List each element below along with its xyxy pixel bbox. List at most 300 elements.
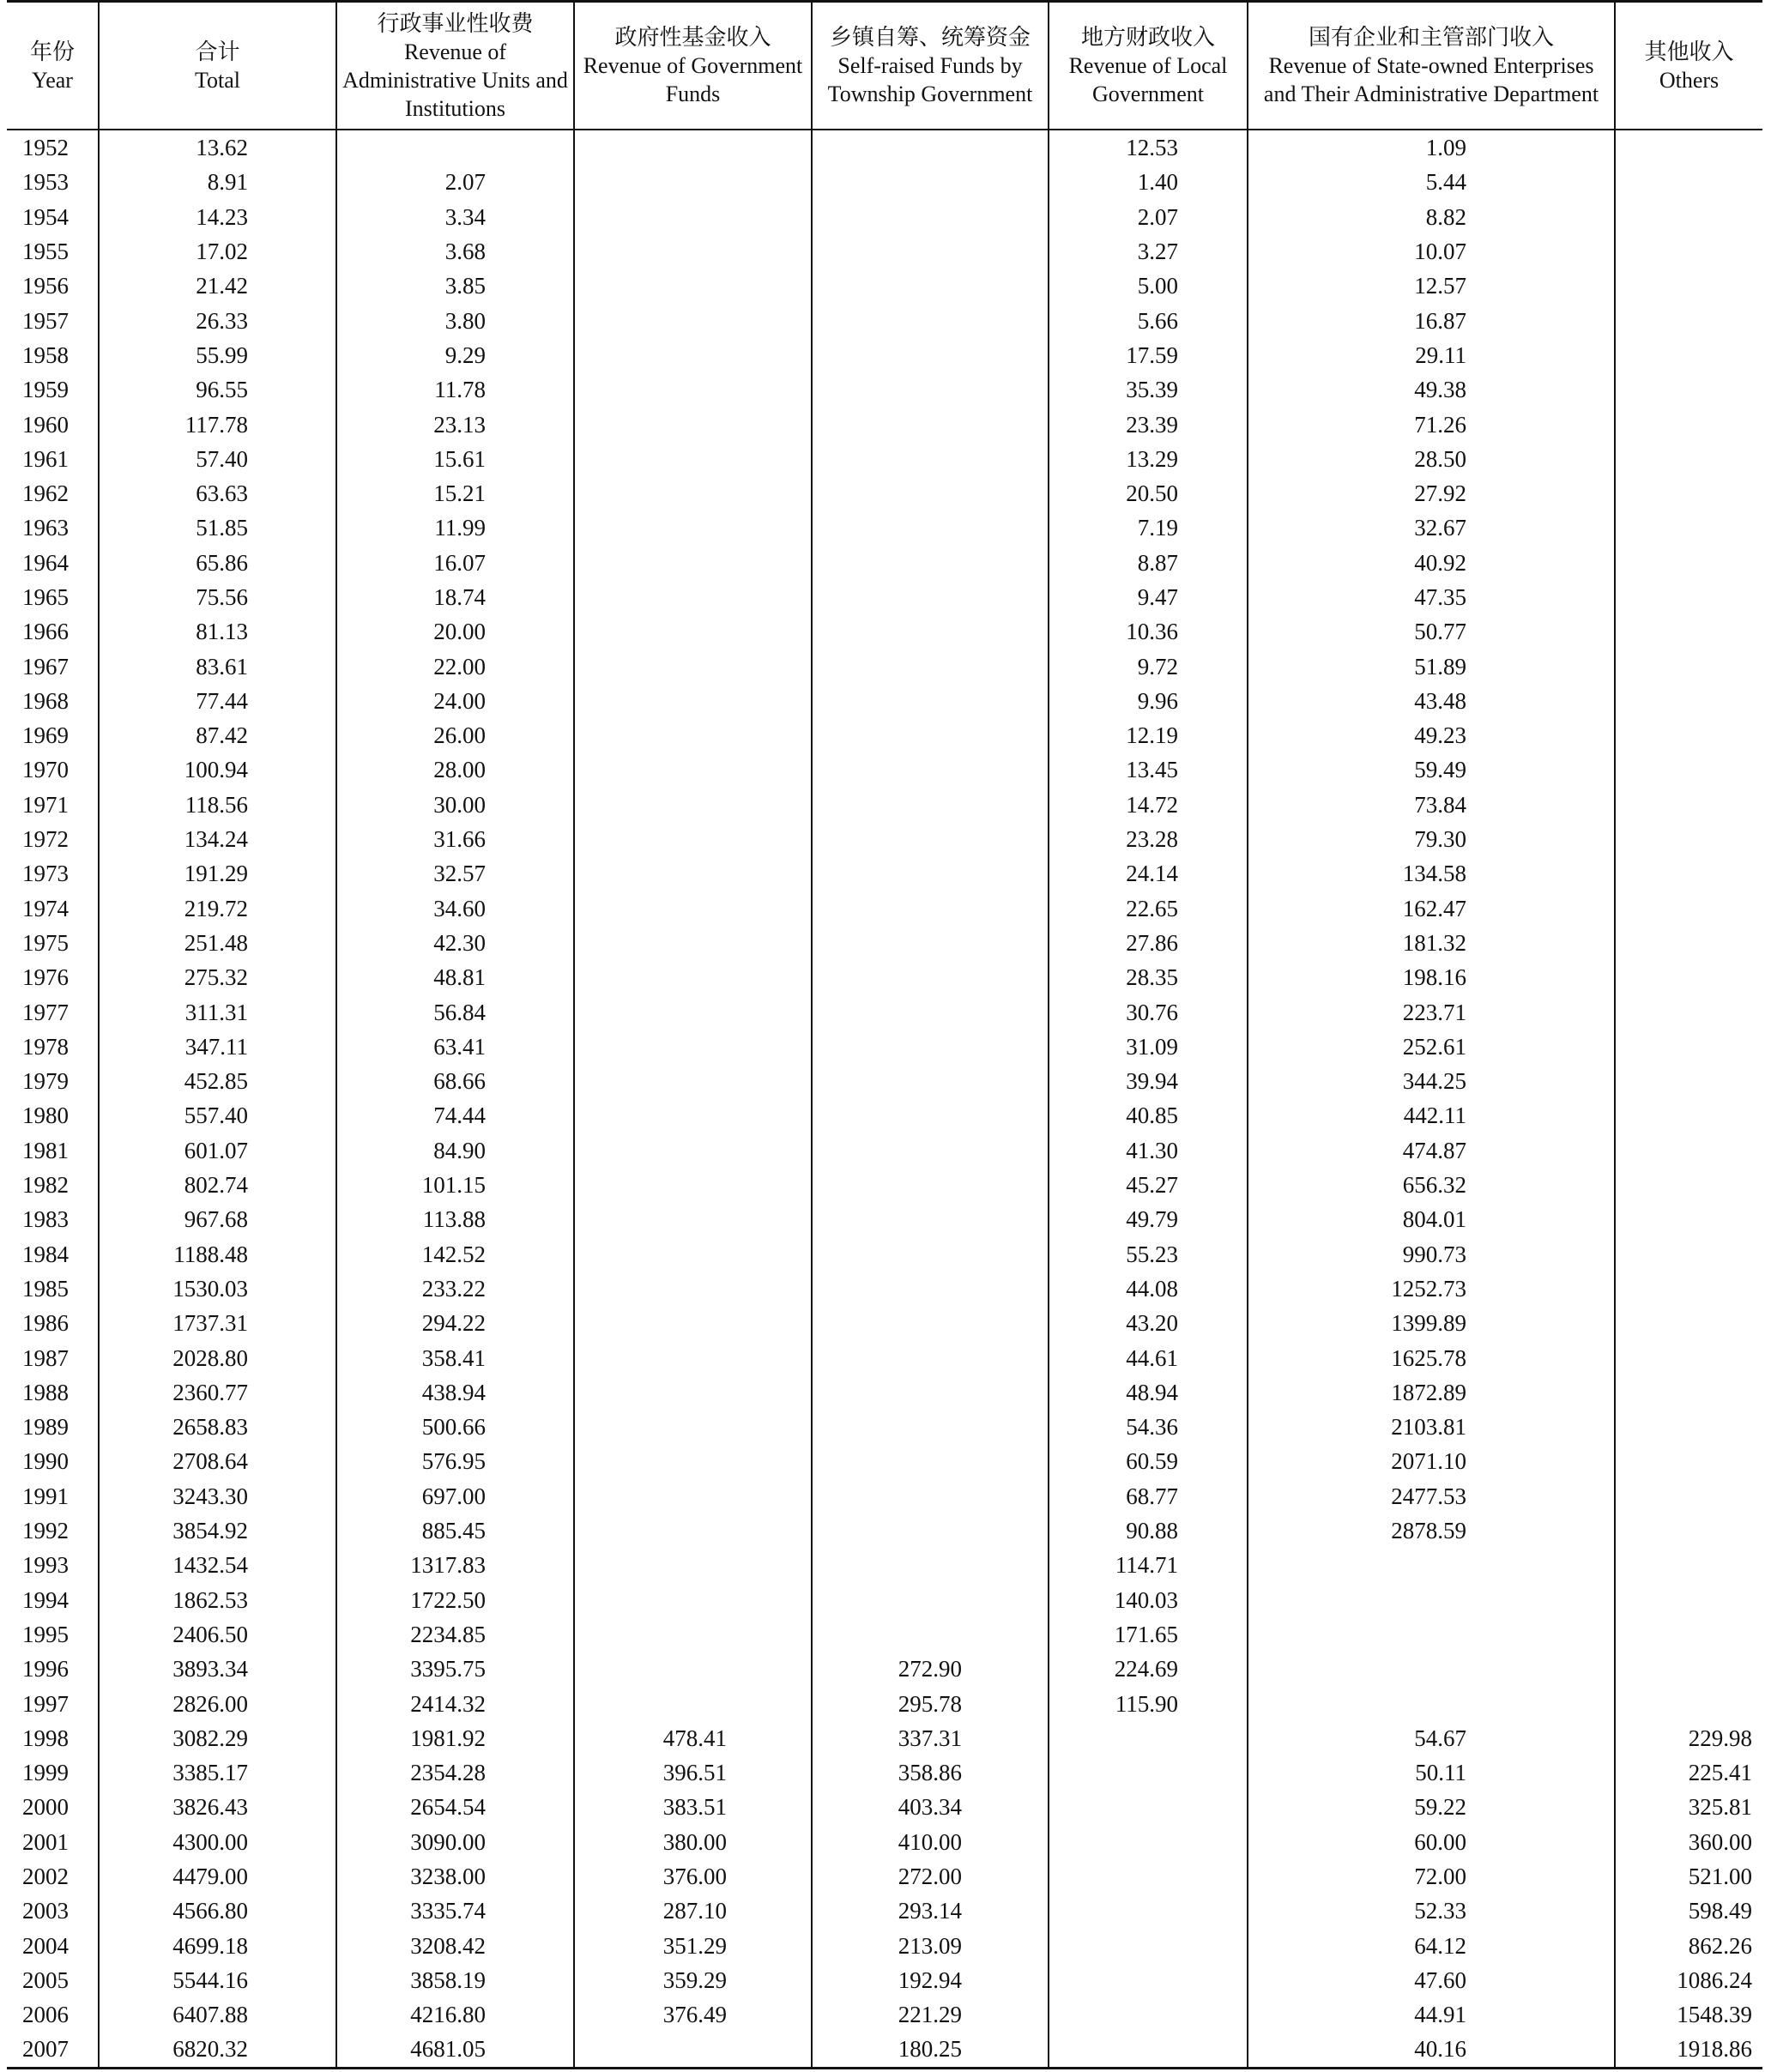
cell-state-owned-enterprises: 1.09 [1248, 130, 1615, 165]
cell-total: 6820.32 [99, 2032, 336, 2068]
cell-government-funds [574, 1272, 812, 1306]
cell-total: 1737.31 [99, 1306, 336, 1340]
cell-administrative-fees: 142.52 [336, 1237, 574, 1272]
cell-township-funds [812, 788, 1049, 822]
table-row [7, 926, 1762, 960]
table-row [7, 1859, 1762, 1894]
cell-others [1615, 1479, 1762, 1513]
cell-local-government: 10.36 [1049, 614, 1248, 649]
cell-others: 1548.39 [1615, 1997, 1762, 2032]
cell-township-funds [812, 1479, 1049, 1513]
cell-state-owned-enterprises: 12.57 [1248, 269, 1615, 303]
cell-others [1615, 269, 1762, 303]
cell-township-funds [812, 165, 1049, 199]
cell-government-funds [574, 303, 812, 337]
cell-government-funds: 359.29 [574, 1963, 812, 1997]
cell-township-funds [812, 891, 1049, 926]
cell-others: 229.98 [1615, 1721, 1762, 1755]
cell-state-owned-enterprises: 32.67 [1248, 510, 1615, 545]
cell-state-owned-enterprises: 656.32 [1248, 1168, 1615, 1202]
cell-state-owned-enterprises: 223.71 [1248, 994, 1615, 1029]
cell-local-government [1049, 1825, 1248, 1859]
cell-total: 8.91 [99, 165, 336, 199]
table-row [7, 856, 1762, 891]
cell-government-funds [574, 994, 812, 1029]
cell-year: 1972 [22, 826, 69, 853]
cell-total: 311.31 [99, 994, 336, 1029]
cell-total: 1862.53 [99, 1582, 336, 1616]
cell-administrative-fees: 294.22 [336, 1306, 574, 1340]
cell-government-funds [574, 338, 812, 372]
table-row [7, 614, 1762, 649]
table-row [7, 1444, 1762, 1478]
cell-total: 4479.00 [99, 1859, 336, 1894]
cell-total: 4699.18 [99, 1928, 336, 1962]
cell-township-funds: 410.00 [812, 1825, 1049, 1859]
cell-government-funds [574, 1133, 812, 1168]
cell-total: 77.44 [99, 684, 336, 718]
cell-total: 55.99 [99, 338, 336, 372]
cell-local-government [1049, 2032, 1248, 2068]
cell-others [1615, 442, 1762, 476]
cell-state-owned-enterprises: 71.26 [1248, 407, 1615, 441]
cell-township-funds [812, 580, 1049, 614]
cell-total: 2826.00 [99, 1686, 336, 1720]
cell-total: 100.94 [99, 752, 336, 787]
cell-township-funds [812, 649, 1049, 683]
cell-total: 3082.29 [99, 1721, 336, 1755]
table-row [7, 580, 1762, 614]
cell-local-government: 24.14 [1049, 856, 1248, 891]
cell-government-funds [574, 614, 812, 649]
cell-administrative-fees [336, 130, 574, 165]
cell-local-government: 30.76 [1049, 994, 1248, 1029]
cell-administrative-fees: 11.78 [336, 372, 574, 407]
cell-year: 1980 [22, 1102, 69, 1129]
table-row [7, 752, 1762, 787]
statistics-table-page [7, 0, 1762, 2068]
cell-local-government: 35.39 [1049, 372, 1248, 407]
header-local-government: 地方财政收入 Revenue of Local Government [1049, 2, 1248, 130]
cell-government-funds [574, 1513, 812, 1548]
cell-government-funds [574, 752, 812, 787]
cell-others: 225.41 [1615, 1755, 1762, 1790]
cell-year: 1977 [22, 999, 69, 1025]
cell-government-funds [574, 372, 812, 407]
cell-government-funds [574, 856, 812, 891]
table-row [7, 960, 1762, 994]
cell-total: 57.40 [99, 442, 336, 476]
cell-year: 1953 [22, 169, 69, 196]
cell-administrative-fees: 2234.85 [336, 1617, 574, 1652]
cell-local-government [1049, 1755, 1248, 1790]
cell-others: 1918.86 [1615, 2032, 1762, 2068]
cell-local-government: 68.77 [1049, 1479, 1248, 1513]
cell-total: 65.86 [99, 546, 336, 580]
cell-state-owned-enterprises: 134.58 [1248, 856, 1615, 891]
cell-administrative-fees: 885.45 [336, 1513, 574, 1548]
cell-total: 83.61 [99, 649, 336, 683]
cell-others [1615, 546, 1762, 580]
cell-local-government: 140.03 [1049, 1582, 1248, 1616]
cell-administrative-fees: 3858.19 [336, 1963, 574, 1997]
cell-government-funds [574, 269, 812, 303]
cell-government-funds [574, 2032, 812, 2068]
cell-year: 1984 [22, 1241, 69, 1267]
cell-township-funds [812, 1030, 1049, 1064]
table-row [7, 1098, 1762, 1133]
cell-state-owned-enterprises: 344.25 [1248, 1064, 1615, 1098]
cell-local-government: 8.87 [1049, 546, 1248, 580]
cell-administrative-fees: 74.44 [336, 1098, 574, 1133]
cell-township-funds: 192.94 [812, 1963, 1049, 1997]
cell-others: 360.00 [1615, 1825, 1762, 1859]
table-row [7, 303, 1762, 337]
cell-state-owned-enterprises: 52.33 [1248, 1894, 1615, 1928]
cell-state-owned-enterprises: 1252.73 [1248, 1272, 1615, 1306]
cell-local-government: 44.08 [1049, 1272, 1248, 1306]
cell-state-owned-enterprises [1248, 1548, 1615, 1582]
cell-total: 63.63 [99, 476, 336, 510]
cell-year: 1965 [22, 584, 69, 610]
cell-township-funds [812, 718, 1049, 752]
table-row [7, 718, 1762, 752]
cell-administrative-fees: 2.07 [336, 165, 574, 199]
cell-local-government [1049, 1997, 1248, 2032]
cell-state-owned-enterprises: 1625.78 [1248, 1340, 1615, 1374]
cell-year: 1991 [22, 1483, 69, 1509]
cell-government-funds [574, 649, 812, 683]
cell-local-government [1049, 1721, 1248, 1755]
table-row [7, 1721, 1762, 1755]
cell-year: 1990 [22, 1448, 69, 1475]
cell-government-funds [574, 1375, 812, 1410]
cell-others: 521.00 [1615, 1859, 1762, 1894]
cell-administrative-fees: 358.41 [336, 1340, 574, 1374]
cell-others [1615, 1202, 1762, 1236]
table-row [7, 2032, 1762, 2068]
cell-local-government [1049, 1894, 1248, 1928]
cell-year: 1957 [22, 307, 69, 334]
cell-government-funds [574, 510, 812, 545]
extra-budgetary-revenue-table [7, 0, 1762, 2069]
cell-government-funds [574, 580, 812, 614]
cell-others [1615, 1582, 1762, 1616]
cell-others: 325.81 [1615, 1790, 1762, 1824]
cell-local-government: 171.65 [1049, 1617, 1248, 1652]
cell-administrative-fees: 3395.75 [336, 1652, 574, 1686]
cell-state-owned-enterprises: 442.11 [1248, 1098, 1615, 1133]
table-row [7, 1064, 1762, 1098]
table-row [7, 510, 1762, 545]
cell-government-funds [574, 1098, 812, 1133]
header-township-funds: 乡镇自筹、统筹资金 Self-raised Funds by Township Government [812, 2, 1049, 130]
cell-others [1615, 1652, 1762, 1686]
cell-local-government: 60.59 [1049, 1444, 1248, 1478]
cell-total: 452.85 [99, 1064, 336, 1098]
cell-township-funds [812, 510, 1049, 545]
table-row [7, 1617, 1762, 1652]
cell-year: 1959 [22, 377, 69, 403]
cell-local-government: 44.61 [1049, 1340, 1248, 1374]
cell-year: 2001 [22, 1828, 69, 1855]
cell-others [1615, 960, 1762, 994]
cell-administrative-fees: 18.74 [336, 580, 574, 614]
cell-year: 1979 [22, 1068, 69, 1095]
header-others: 其他收入 Others [1615, 2, 1762, 130]
cell-government-funds [574, 1340, 812, 1374]
cell-others [1615, 130, 1762, 165]
cell-administrative-fees: 3090.00 [336, 1825, 574, 1859]
cell-township-funds: 337.31 [812, 1721, 1049, 1755]
cell-administrative-fees: 11.99 [336, 510, 574, 545]
cell-administrative-fees: 1722.50 [336, 1582, 574, 1616]
cell-state-owned-enterprises: 73.84 [1248, 788, 1615, 822]
cell-others [1615, 476, 1762, 510]
cell-year: 1962 [22, 480, 69, 507]
cell-state-owned-enterprises: 1399.89 [1248, 1306, 1615, 1340]
table-row [7, 1306, 1762, 1340]
cell-total: 75.56 [99, 580, 336, 614]
cell-total: 81.13 [99, 614, 336, 649]
cell-government-funds [574, 1479, 812, 1513]
cell-township-funds [812, 1306, 1049, 1340]
cell-administrative-fees: 23.13 [336, 407, 574, 441]
cell-year: 1998 [22, 1725, 69, 1751]
cell-others: 598.49 [1615, 1894, 1762, 1928]
cell-administrative-fees: 3.68 [336, 234, 574, 269]
cell-year: 1968 [22, 687, 69, 714]
cell-others [1615, 1548, 1762, 1582]
table-row [7, 684, 1762, 718]
cell-administrative-fees: 22.00 [336, 649, 574, 683]
cell-year: 1993 [22, 1552, 69, 1579]
cell-state-owned-enterprises: 49.38 [1248, 372, 1615, 407]
cell-state-owned-enterprises: 16.87 [1248, 303, 1615, 337]
cell-state-owned-enterprises: 27.92 [1248, 476, 1615, 510]
cell-local-government: 2.07 [1049, 200, 1248, 234]
cell-local-government: 43.20 [1049, 1306, 1248, 1340]
cell-local-government: 13.45 [1049, 752, 1248, 787]
cell-total: 1530.03 [99, 1272, 336, 1306]
cell-state-owned-enterprises: 40.92 [1248, 546, 1615, 580]
table-row [7, 476, 1762, 510]
cell-total: 802.74 [99, 1168, 336, 1202]
cell-township-funds: 213.09 [812, 1928, 1049, 1962]
cell-administrative-fees: 26.00 [336, 718, 574, 752]
cell-local-government: 3.27 [1049, 234, 1248, 269]
cell-government-funds [574, 476, 812, 510]
table-row [7, 1582, 1762, 1616]
cell-year: 1971 [22, 791, 69, 818]
table-row [7, 442, 1762, 476]
cell-government-funds: 376.49 [574, 1997, 812, 2032]
cell-total: 118.56 [99, 788, 336, 822]
cell-township-funds [812, 856, 1049, 891]
cell-others [1615, 1064, 1762, 1098]
cell-state-owned-enterprises: 47.35 [1248, 580, 1615, 614]
table-row [7, 1202, 1762, 1236]
cell-year: 1999 [22, 1760, 69, 1786]
cell-state-owned-enterprises: 252.61 [1248, 1030, 1615, 1064]
cell-year: 1956 [22, 273, 69, 299]
header-administrative-fees: 行政事业性收费 Revenue of Administrative Units and Institutions [336, 2, 574, 130]
cell-government-funds [574, 718, 812, 752]
cell-administrative-fees: 63.41 [336, 1030, 574, 1064]
cell-local-government: 41.30 [1049, 1133, 1248, 1168]
cell-government-funds [574, 546, 812, 580]
cell-government-funds [574, 234, 812, 269]
cell-others [1615, 1617, 1762, 1652]
cell-year: 1986 [22, 1310, 69, 1337]
cell-state-owned-enterprises: 990.73 [1248, 1237, 1615, 1272]
cell-administrative-fees: 1981.92 [336, 1721, 574, 1755]
cell-administrative-fees: 3.34 [336, 200, 574, 234]
cell-total: 2708.64 [99, 1444, 336, 1478]
cell-state-owned-enterprises: 64.12 [1248, 1928, 1615, 1962]
cell-total: 557.40 [99, 1098, 336, 1133]
cell-local-government [1049, 1928, 1248, 1962]
cell-others [1615, 994, 1762, 1029]
table-row [7, 994, 1762, 1029]
cell-township-funds [812, 1237, 1049, 1272]
cell-administrative-fees: 4216.80 [336, 1997, 574, 2032]
cell-others [1615, 822, 1762, 856]
cell-township-funds [812, 1133, 1049, 1168]
cell-state-owned-enterprises: 5.44 [1248, 165, 1615, 199]
cell-total: 2028.80 [99, 1340, 336, 1374]
cell-total: 275.32 [99, 960, 336, 994]
table-row [7, 234, 1762, 269]
cell-local-government [1049, 1859, 1248, 1894]
cell-state-owned-enterprises [1248, 1686, 1615, 1720]
cell-total: 1432.54 [99, 1548, 336, 1582]
cell-total: 87.42 [99, 718, 336, 752]
cell-year: 1996 [22, 1656, 69, 1682]
cell-administrative-fees: 32.57 [336, 856, 574, 891]
cell-local-government: 13.29 [1049, 442, 1248, 476]
cell-township-funds: 403.34 [812, 1790, 1049, 1824]
cell-local-government: 23.39 [1049, 407, 1248, 441]
cell-others [1615, 303, 1762, 337]
cell-township-funds: 221.29 [812, 1997, 1049, 2032]
cell-total: 347.11 [99, 1030, 336, 1064]
cell-township-funds [812, 269, 1049, 303]
cell-year: 1982 [22, 1172, 69, 1199]
cell-government-funds [574, 1652, 812, 1686]
cell-administrative-fees: 576.95 [336, 1444, 574, 1478]
cell-year: 1967 [22, 653, 69, 680]
cell-local-government: 12.19 [1049, 718, 1248, 752]
cell-year: 1995 [22, 1621, 69, 1647]
cell-government-funds [574, 1582, 812, 1616]
cell-government-funds [574, 1444, 812, 1478]
table-row [7, 1410, 1762, 1444]
cell-township-funds [812, 684, 1049, 718]
cell-others [1615, 372, 1762, 407]
cell-administrative-fees: 42.30 [336, 926, 574, 960]
cell-others [1615, 891, 1762, 926]
header-government-funds: 政府性基金收入 Revenue of Government Funds [574, 2, 812, 130]
cell-local-government: 114.71 [1049, 1548, 1248, 1582]
cell-year: 1974 [22, 895, 69, 921]
cell-others [1615, 649, 1762, 683]
cell-others [1615, 1306, 1762, 1340]
cell-year: 2003 [22, 1898, 69, 1924]
cell-local-government [1049, 1790, 1248, 1824]
table-row [7, 1686, 1762, 1720]
cell-administrative-fees: 233.22 [336, 1272, 574, 1306]
cell-township-funds: 272.00 [812, 1859, 1049, 1894]
cell-township-funds [812, 407, 1049, 441]
cell-total: 6407.88 [99, 1997, 336, 2032]
cell-others: 1086.24 [1615, 1963, 1762, 1997]
cell-local-government: 17.59 [1049, 338, 1248, 372]
cell-others [1615, 788, 1762, 822]
cell-government-funds: 396.51 [574, 1755, 812, 1790]
cell-township-funds [812, 1340, 1049, 1374]
cell-township-funds: 272.90 [812, 1652, 1049, 1686]
cell-year: 1983 [22, 1206, 69, 1233]
cell-others: 862.26 [1615, 1928, 1762, 1962]
cell-year: 1961 [22, 445, 69, 472]
cell-local-government: 39.94 [1049, 1064, 1248, 1098]
cell-year: 1978 [22, 1033, 69, 1060]
cell-administrative-fees: 2354.28 [336, 1755, 574, 1790]
table-row [7, 269, 1762, 303]
cell-administrative-fees: 2414.32 [336, 1686, 574, 1720]
cell-government-funds [574, 1410, 812, 1444]
cell-year: 1981 [22, 1137, 69, 1163]
cell-administrative-fees: 2654.54 [336, 1790, 574, 1824]
cell-township-funds [812, 338, 1049, 372]
cell-township-funds [812, 130, 1049, 165]
cell-township-funds [812, 1617, 1049, 1652]
cell-year: 1988 [22, 1379, 69, 1405]
cell-year: 1976 [22, 964, 69, 991]
table-row [7, 1548, 1762, 1582]
cell-government-funds [574, 1202, 812, 1236]
cell-state-owned-enterprises: 474.87 [1248, 1133, 1615, 1168]
cell-state-owned-enterprises: 44.91 [1248, 1997, 1615, 2032]
cell-others [1615, 1513, 1762, 1548]
cell-year: 1997 [22, 1690, 69, 1717]
cell-local-government: 49.79 [1049, 1202, 1248, 1236]
table-row [7, 1479, 1762, 1513]
cell-year: 1958 [22, 341, 69, 368]
cell-state-owned-enterprises: 59.49 [1248, 752, 1615, 787]
cell-administrative-fees: 697.00 [336, 1479, 574, 1513]
table-row [7, 1375, 1762, 1410]
cell-township-funds [812, 372, 1049, 407]
cell-township-funds: 293.14 [812, 1894, 1049, 1928]
cell-others [1615, 926, 1762, 960]
table-row [7, 649, 1762, 683]
cell-local-government: 224.69 [1049, 1652, 1248, 1686]
cell-government-funds [574, 130, 812, 165]
cell-administrative-fees: 15.61 [336, 442, 574, 476]
cell-government-funds [574, 1617, 812, 1652]
cell-township-funds [812, 1202, 1049, 1236]
cell-state-owned-enterprises: 79.30 [1248, 822, 1615, 856]
cell-government-funds: 287.10 [574, 1894, 812, 1928]
cell-year: 2005 [22, 1966, 69, 1993]
cell-government-funds: 478.41 [574, 1721, 812, 1755]
cell-administrative-fees: 56.84 [336, 994, 574, 1029]
table-row [7, 1825, 1762, 1859]
cell-total: 1188.48 [99, 1237, 336, 1272]
cell-others [1615, 234, 1762, 269]
